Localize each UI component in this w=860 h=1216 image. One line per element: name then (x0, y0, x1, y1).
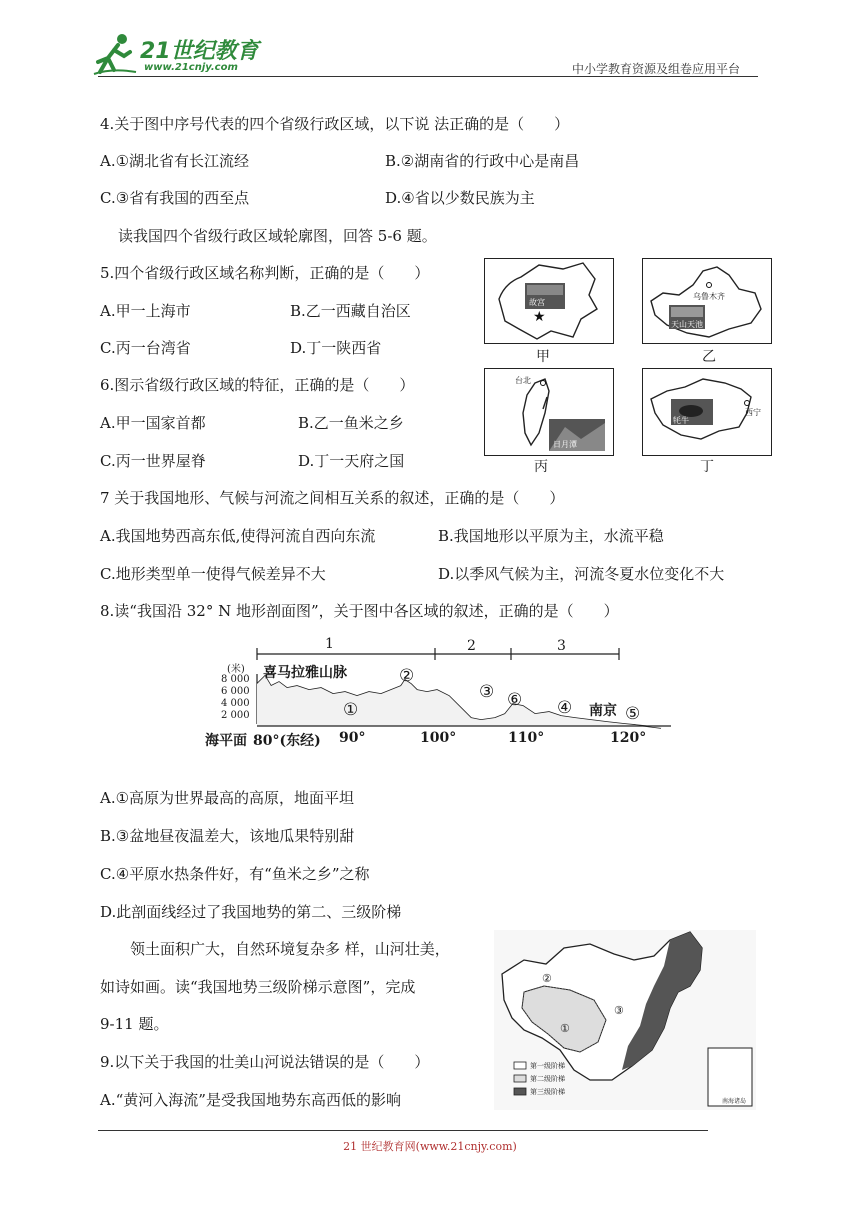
q6-option-b: B.乙一鱼米之乡 (298, 414, 404, 432)
map-inset-label: 南海诸岛 (722, 1098, 747, 1105)
q4-option-a: A.①湖北省有长江流经 (100, 152, 250, 170)
q5-option-c: C.丙一台湾省 (100, 339, 191, 357)
q8-option-b: B.③盆地昼夜温差大，该地瓜果特别甜 (100, 827, 355, 845)
map-bing-city: 台北 (515, 376, 531, 385)
profile-x-tick-110: 110° (508, 730, 545, 746)
q7-option-d: D.以季风气候为主，河流冬夏水位变化不大 (438, 565, 725, 583)
map-ding (642, 368, 772, 456)
q6-option-a: A.甲一国家首都 (100, 414, 206, 432)
profile-section-3: 3 (557, 638, 566, 654)
header-divider (98, 76, 758, 77)
q4-option-b: B.②湖南省的行政中心是南昌 (385, 152, 580, 170)
q4-option-c: C.③省有我国的西至点 (100, 189, 250, 207)
map-yi-city: 乌鲁木齐 (693, 292, 725, 301)
footer-divider (98, 1130, 708, 1131)
q6-option-d: D.丁一天府之国 (298, 452, 405, 470)
runner-logo-icon (92, 32, 138, 76)
q8-option-a: A.①高原为世界最高的高原，地面平坦 (100, 789, 355, 807)
profile-sea-label: 海平面 (205, 733, 247, 749)
profile-city-label: 南京 (589, 703, 617, 719)
map-jia-label: 甲 (536, 349, 550, 365)
profile-section-2: 2 (467, 638, 476, 654)
profile-marker-1: ① (343, 700, 359, 720)
map-ding-label: 丁 (700, 459, 714, 475)
profile-y-tick-8000: 8 000 (221, 674, 250, 685)
svg-text:★: ★ (533, 309, 546, 325)
header-logo (92, 32, 262, 76)
taiwan-outline-icon (485, 369, 613, 455)
q8-option-d: D.此剖面线经过了我国地势的第二、三级阶梯 (100, 903, 402, 921)
map-marker-3: ③ (614, 1004, 624, 1017)
profile-y-tick-4000: 4 000 (221, 698, 250, 709)
map-bing-label: 丙 (534, 459, 548, 475)
q4-stem: 4.关于图中序号代表的四个省级行政区域，以下说 法正确的是（ ） (100, 115, 570, 133)
intro-5-6: 读我国四个省级行政区域轮廓图，回答 5-6 题。 (118, 227, 437, 245)
footer-text[interactable]: 21 世纪教育网(www.21cnjy.com) (343, 1140, 517, 1153)
profile-marker-3: ③ (479, 682, 495, 702)
profile-marker-2: ② (399, 666, 415, 686)
profile-y-tick-6000: 6 000 (221, 686, 250, 697)
q9-stem: 9.以下关于我国的壮美山河说法错误的是（ ） (100, 1053, 430, 1071)
map-legend-step1: 第一级阶梯 (530, 1062, 565, 1070)
profile-x-tick-100: 100° (420, 730, 457, 746)
profile-marker-4: ④ (557, 698, 573, 718)
profile-mountain-label: 喜马拉雅山脉 (263, 665, 347, 681)
profile-marker-5: ⑤ (625, 704, 641, 724)
logo-text: 21世纪教育 (140, 39, 259, 64)
intro-9-11-line1: 领土面积广大，自然环境复杂多 样，山河壮美， (130, 940, 450, 958)
q8-option-c: C.④平原水热条件好，有“鱼米之乡”之称 (100, 865, 370, 883)
map-yi-photo-label: 天山天池 (671, 320, 703, 329)
q5-option-a: A.甲一上海市 (100, 302, 191, 320)
map-legend-step3: 第三级阶梯 (530, 1088, 565, 1096)
q5-option-d: D.丁一陕西省 (290, 339, 382, 357)
map-yi-label: 乙 (702, 349, 716, 365)
intro-9-11-line3: 9-11 题。 (100, 1015, 169, 1033)
map-jia-photo-label: 故宫 (529, 298, 545, 307)
q6-option-c: C.丙一世界屋脊 (100, 452, 206, 470)
terrain-steps-map (494, 930, 756, 1110)
header-right-text: 中小学教育资源及组卷应用平台 (572, 62, 741, 76)
q4-option-d: D.④省以少数民族为主 (385, 189, 535, 207)
logo-url: www.21cnjy.com (144, 62, 238, 73)
intro-9-11-line2: 如诗如画。读“我国地势三级阶梯示意图”，完成 (100, 978, 416, 996)
q7-option-c: C.地形类型单一使得气候差异不大 (100, 565, 326, 583)
q7-option-b: B.我国地形以平原为主，水流平稳 (438, 527, 664, 545)
profile-unit: (米) (227, 664, 245, 675)
profile-x-tick-120: 120° (610, 730, 647, 746)
map-yi (642, 258, 772, 344)
q8-stem: 8.读“我国沿 32° N 地形剖面图”，关于图中各区域的叙述，正确的是（ ） (100, 602, 619, 620)
q9-option-a: A.“黄河入海流”是受我国地势东高西低的影响 (100, 1091, 401, 1109)
map-jia (484, 258, 614, 344)
profile-x-tick-80: 80°(东经) (253, 733, 321, 749)
profile-section-1: 1 (325, 636, 334, 652)
profile-y-tick-2000: 2 000 (221, 710, 250, 721)
map-marker-2: ② (542, 972, 552, 985)
map-legend-step2: 第二级阶梯 (530, 1075, 565, 1083)
q6-stem: 6.图示省级行政区域的特征，正确的是（ ） (100, 376, 415, 394)
q7-stem: 7 关于我国地形、气候与河流之间相互关系的叙述，正确的是（ ） (100, 489, 565, 507)
profile-x-tick-90: 90° (339, 730, 366, 746)
terrain-profile-figure (205, 634, 675, 754)
beijing-outline-icon (485, 259, 613, 343)
map-ding-city: 西宁 (745, 408, 761, 417)
map-bing (484, 368, 614, 456)
q5-option-b: B.乙一西藏自治区 (290, 302, 411, 320)
map-ding-photo-label: 牦牛 (673, 416, 689, 425)
q7-option-a: A.我国地势西高东低,使得河流自西向东流 (100, 527, 376, 545)
map-marker-1: ① (560, 1022, 570, 1035)
q5-stem: 5.四个省级行政区域名称判断，正确的是（ ） (100, 264, 430, 282)
profile-marker-6: ⑥ (507, 690, 523, 710)
map-bing-photo-label: 日月潭 (553, 440, 577, 449)
